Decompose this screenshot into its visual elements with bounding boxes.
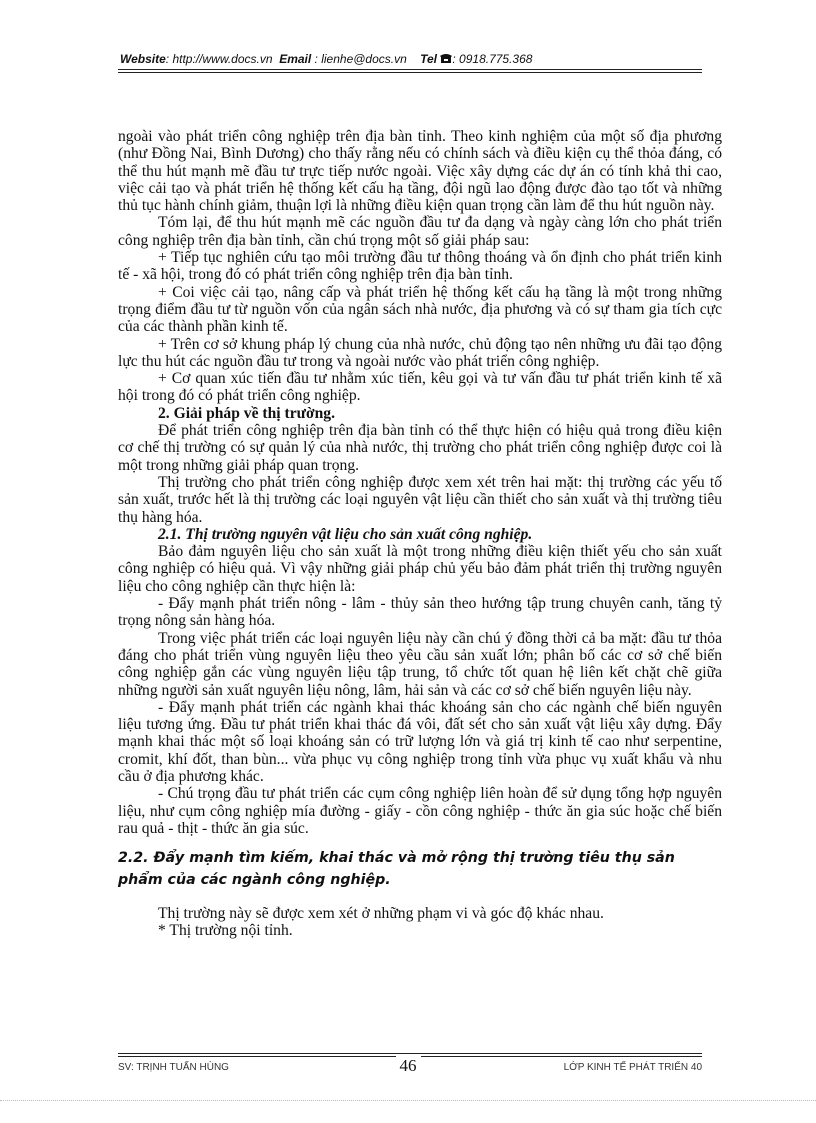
paragraph: Bảo đảm nguyên liệu cho sản xuất là một trong những điều kiện thiết yếu cho sản xuất công nghiệp có hiệu quả. Vì vậy những giải pháp chủ yếu bảo đảm phát triển thị trường nguyên liệu cho công nghiệp cần thực hiện là: xyxy=(118,543,722,595)
list-item: - Chú trọng đầu tư phát triển các cụm công nghiệp liên hoàn để sử dụng tổng hợp nguyên liệu, như cụm công nghiệp mía đường - giấy - cồn công nghiệp - thức ăn gia súc hoặc chế biến rau quả - thịt - thức ăn gia súc. xyxy=(118,785,722,837)
list-item: * Thị trường nội tỉnh. xyxy=(158,922,293,940)
list-item: - Đẩy mạnh phát triển các ngành khai thác khoáng sản cho các ngành chế biến nguyên liệu tương ứng. Đầu tư phát triển khai thác đá vôi, đất sét cho sản xuất vật liệu xây dựng. Đẩy mạnh khai thác một số loại khoáng sản có trữ lượng lớn và giá trị kinh tế cao như serpentine, cromit, khí đốt, than bùn... vừa phục vụ công nghiệp trong tỉnh vừa phục vụ xuất khẩu và nhu cầu ở địa phương khác. xyxy=(118,698,722,785)
subsection-heading: 2.1. Thị trường nguyên vật liệu cho sản xuất công nghiệp. xyxy=(158,525,533,543)
paragraph: Trong việc phát triển các loại nguyên liệu này cần chú ý đồng thời cả ba mặt: đầu tư thỏa đáng cho phát triển vùng nguyên liệu theo yêu cầu sản xuất lớn; phân bố các cơ sở chế biến công nghiệp gắn các vùng nguyên liệu tập trung, tổ chức tốt quan hệ liên kết chặt chẽ giữa những người sản xuất nguyên liệu nông, lâm, hải sản và các cơ sở chế biến nguyên liệu này. xyxy=(118,629,722,699)
email-value[interactable]: : lienhe@docs.vn xyxy=(314,52,407,66)
page-number xyxy=(0,1056,816,1076)
page-bottom-border xyxy=(0,1100,816,1101)
list-item: + Cơ quan xúc tiến đầu tư nhằm xúc tiến, kêu gọi và tư vấn đầu tư phát triển kinh tế xã hội trong đó có phát triển công nghiệp. xyxy=(118,370,722,405)
paragraph: ngoài vào phát triển công nghiệp trên địa bàn tỉnh. Theo kinh nghiệm của một số địa phương (như Đồng Nai, Bình Dương) cho thấy rằng nếu có chính sách và điều kiện cụ thể thỏa đáng, có thể thu hút mạnh mẽ đầu tư trực tiếp nước ngoài. Việc xây dựng các dự án có tính khả thi cao, việc cải tạo và phát triển hệ thống kết cấu hạ tầng, đội ngũ lao động được đào tạo tốt và những thủ tục hành chính giảm, thuận lợi là những điều kiện quan trọng cần làm để thu hút nguồn này. xyxy=(118,128,722,215)
paragraph: Thị trường này sẽ được xem xét ở những phạm vi và góc độ khác nhau. xyxy=(158,905,604,923)
website-label: Website xyxy=(120,52,166,66)
list-item: + Tiếp tục nghiên cứu tạo môi trường đầu tư thông thoáng và ổn định cho phát triển kinh tế - xã hội, trong đó có phát triển công nghiệp trên địa bàn tỉnh. xyxy=(118,249,722,284)
page-number-text: 46 xyxy=(396,1056,421,1075)
page-header xyxy=(120,52,700,66)
tel-value: : 0918.775.368 xyxy=(452,52,533,66)
header-rule-secondary xyxy=(118,72,702,73)
list-item: - Đẩy mạnh phát triển nông - lâm - thủy sản theo hướng tập trung chuyên canh, tăng tỷ trọng nông sản hàng hóa. xyxy=(118,595,722,630)
paragraph: Tóm lại, để thu hút mạnh mẽ các nguồn đầu tư đa dạng và ngày càng lớn cho phát triển công nghiệp trên địa bàn tỉnh, cần chú trọng một số giải pháp sau: xyxy=(118,214,722,249)
footer-author: SV: TRỊNH TUẤN HÙNG xyxy=(118,1062,229,1073)
footer-class: LỚP KINH TẾ PHÁT TRIỂN 40 xyxy=(563,1062,702,1073)
email-label: Email xyxy=(279,52,312,66)
list-item: + Trên cơ sở khung pháp lý chung của nhà nước, chủ động tạo nên những ưu đãi tạo động lực thu hút các nguồn đầu tư trong và ngoài nước vào phát triển công nghiệp. xyxy=(118,335,722,370)
document-body xyxy=(118,128,722,940)
subsection-heading: 2.2. Đẩy mạnh tìm kiếm, khai thác và mở rộng thị trường tiêu thụ sản phẩm của các ngành công nghiệp. xyxy=(118,850,675,889)
paragraph: Thị trường cho phát triển công nghiệp được xem xét trên hai mặt: thị trường các yếu tố sản xuất, trước hết là thị trường các loại nguyên vật liệu cần thiết cho sản xuất và thị trường tiêu thụ hàng hóa. xyxy=(118,473,722,526)
paragraph: Để phát triển công nghiệp trên địa bàn tỉnh có thể thực hiện có hiệu quả trong điều kiện cơ chế thị trường có sự quản lý của nhà nước, thị trường cho phát triển công nghiệp được coi là một trong những giải pháp quan trọng. xyxy=(118,422,722,474)
tel-label: Tel xyxy=(420,52,438,66)
website-value[interactable]: : http://www.docs.vn xyxy=(165,52,273,66)
list-item: + Coi việc cải tạo, nâng cấp và phát triển hệ thống kết cấu hạ tầng là một trong những trọng điểm đầu tư từ nguồn vốn của ngân sách nhà nước, địa phương và có sự tham gia tích cực của các thành phần kinh tế. xyxy=(118,283,722,336)
header-rule xyxy=(118,69,702,70)
phone-icon xyxy=(440,53,452,64)
section-heading: 2. Giải pháp về thị trường. xyxy=(158,404,335,422)
footer-rule xyxy=(118,1053,702,1054)
